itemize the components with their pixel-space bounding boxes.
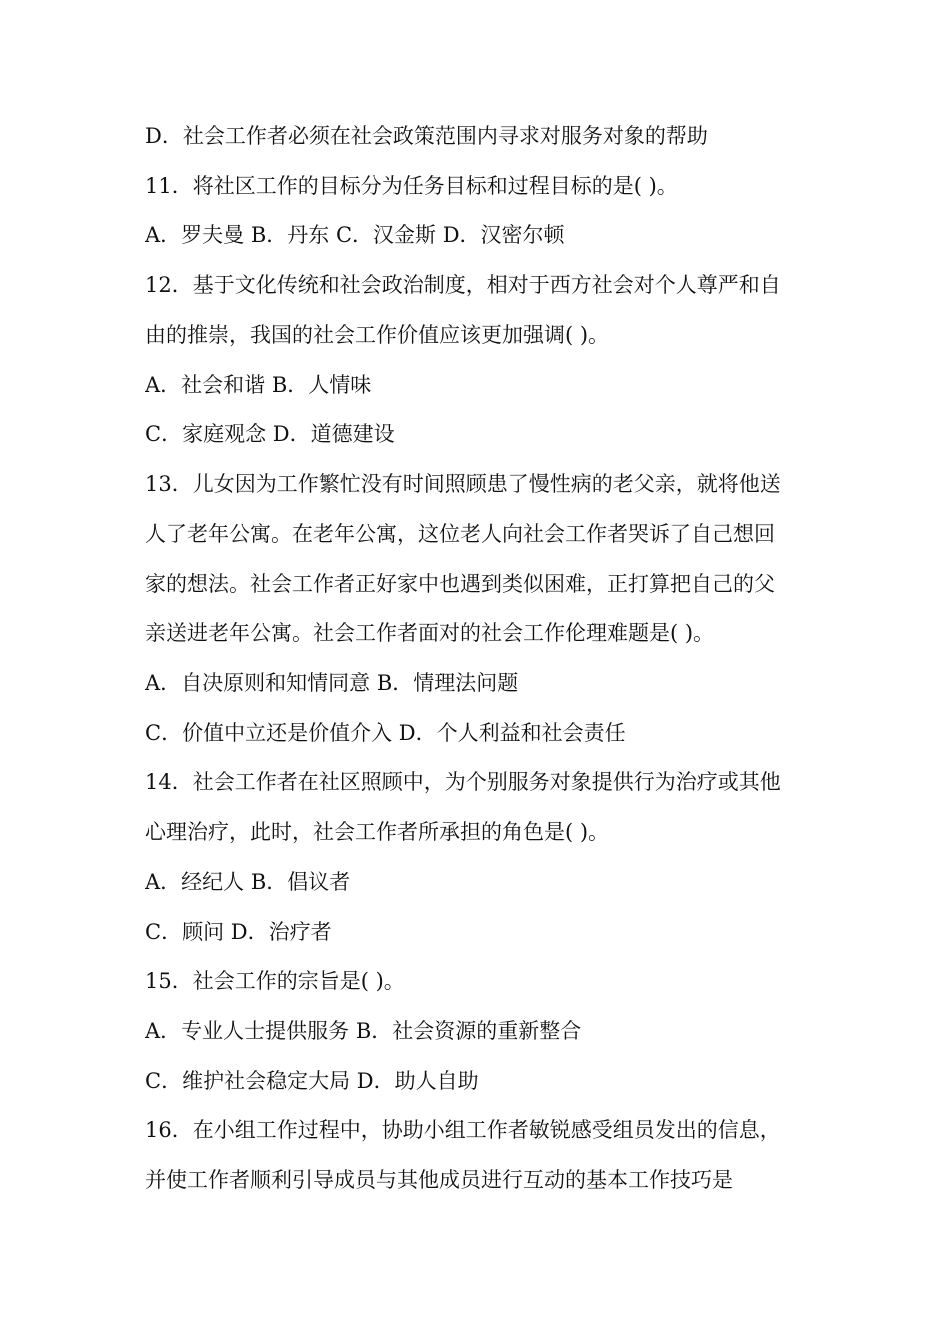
question-12-options-ab: A．社会和谐 B．人情味: [145, 373, 372, 397]
text-line: 由的推崇，我国的社会工作价值应该更加强调( )。: [145, 323, 610, 347]
text-line: D．社会工作者必须在社会政策范围内寻求对服务对象的帮助: [145, 124, 708, 148]
text-line: 人了老年公寓。在老年公寓，这位老人向社会工作者哭诉了自己想回: [145, 522, 775, 546]
question-14-options-ab: A．经纪人 B．倡议者: [145, 870, 351, 894]
question-13: 13．儿女因为工作繁忙没有时间照顾患了慢性病的老父亲，就将他送: [145, 472, 781, 496]
question-15-options-ab: A．专业人士提供服务 B．社会资源的重新整合: [145, 1019, 582, 1043]
question-14: 14．社会工作者在社区照顾中，为个别服务对象提供行为治疗或其他: [145, 770, 781, 794]
text-line: 并使工作者顺利引导成员与其他成员进行互动的基本工作技巧是: [145, 1168, 733, 1192]
question-12-options-cd: C．家庭观念 D．道德建设: [145, 422, 395, 446]
text-line: 家的想法。社会工作者正好家中也遇到类似困难，正打算把自己的父: [145, 572, 775, 596]
question-11-options: A．罗夫曼 B．丹东 C．汉金斯 D．汉密尔顿: [145, 223, 565, 247]
question-13-options-ab: A．自决原则和知情同意 B．情理法问题: [145, 671, 519, 695]
question-16: 16．在小组工作过程中，协助小组工作者敏锐感受组员发出的信息，: [145, 1118, 781, 1142]
question-15-options-cd: C．维护社会稳定大局 D．助人自助: [145, 1069, 479, 1093]
question-13-options-cd: C．价值中立还是价值介入 D．个人利益和社会责任: [145, 721, 626, 745]
text-line: 亲送进老年公寓。社会工作者面对的社会工作伦理难题是( )。: [145, 621, 715, 645]
question-15: 15．社会工作的宗旨是( )。: [145, 969, 405, 993]
question-12: 12．基于文化传统和社会政治制度，相对于西方社会对个人尊严和自: [145, 273, 781, 297]
question-14-options-cd: C．顾问 D．治疗者: [145, 920, 332, 944]
question-11: 11．将社区工作的目标分为任务目标和过程目标的是( )。: [145, 174, 678, 198]
text-line: 心理治疗，此时，社会工作者所承担的角色是( )。: [145, 820, 610, 844]
